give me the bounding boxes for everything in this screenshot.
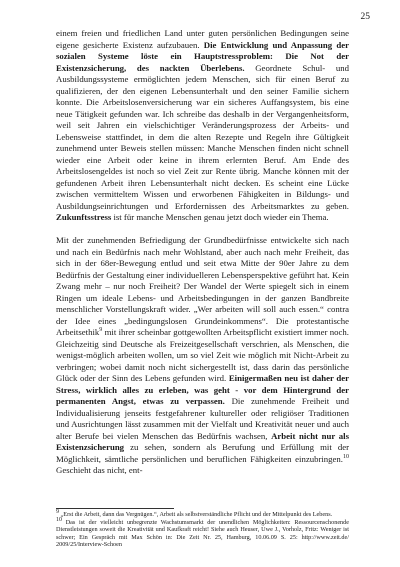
footnote-number: 10 [56,516,62,523]
bold-run: Die Entwicklung und Anpassung der sozialen Systeme löste ein Hauptstressproblem: Die Not der Existenzsicherung, des nackten Überlebens. [56,39,349,73]
paragraph-2 [56,235,349,477]
bold-run: Zukunftsstress [56,212,112,222]
text-run: einem freien und friedlichen Land unter guten persönlichen Bedingungen seine eigene gesicherte Existenz aufzubauen. [56,28,349,50]
footnote-ref-10[interactable]: 10 [343,453,349,460]
text-run: Geordnete Schul- und Ausbildungssysteme ermöglichten jedem Menschen, sich für einen Beruf zu qualifizieren, der den eigenen Lebensunterhalt und den seiner Familie sichern konnte. Die Arbeitslosenversicherung war ein sicheres Auffangsystem, bis eine neue Tätigkeit gefunden war. Ich schreibe das deshalb in der Vergangenheitsform, weil seit Jahren ein vielschichtiger Veränderungsprozess der Arbeits- und Lebensweise stattfindet, in dem die alten Rezepte und Regeln ihre Gültigkeit zunehmend unter Beweis stellen müssen: Manche Menschen finden nicht schnell wieder eine Arbeit oder keine in ihrem erlernten Beruf. Am Ende des Arbeitslosengeldes ist noch so viel Zeit zur Rente übrig. Manche können mit der gefundenen Arbeit ihren Lebensunterhalt nicht decken. Es scheint eine Lücke zwischen vermitteltem Wissen und erworbenen Fähigkeiten in Bildungs- und Ausbildungseinrichtungen und Erfordernissen des Arbeitsmarktes zu geben. [56,62,349,211]
footnote-9 [56,508,349,519]
text-run: Die zunehmende Freiheit und Individualisierung jenseits festgefahrener kultureller oder religiöser Traditionen und Ausrichtungen lässt zusammen mit der Vielfalt und Kreativität neuer und auch alter Berufe bei vielen Menschen das Bedürfnis wachsen, [56,396,349,441]
text-run: Geschieht das nicht, ent- [56,465,143,475]
bold-run: Arbeit nicht nur als Existenzsicherung [56,430,349,452]
text-run: mit ihrer scheinbar gottgewollten Arbeitspflicht existiert immer noch. Gleichzeitig sind Deutsche als Freizeitgesellschaft verschrien, als Menschen, die wenigst-möglich arbeiten wollen, um so viel Zeit wie möglich mit Nicht-Arbeit zu verbringen; wobei damit noch nicht sichergestellt ist, dass darin das persönliche Glück oder der Sinn des Lebens gefunden wird. [56,327,349,383]
footnotes [56,508,349,549]
page-number: 25 [360,12,370,22]
footnote-10 [56,516,349,549]
text-run: zu sehen, sondern als Berufung und Erfüllung mit der Möglichkeit, sämtliche persönlichen und beruflichen Fähigkeiten einzubringen. [56,442,349,464]
bold-run: Einigermaßen neu ist daher der Stress, wirklich alles zu erleben, was geht - vor dem Hintergrund der permanenten Angst, etwas zu verpassen. [56,373,349,406]
paragraph-1 [56,28,349,224]
footnote-number: 9 [56,508,59,515]
footnote-divider [56,508,174,509]
footnote-ref-9[interactable]: 9 [99,327,103,334]
text-run: ist für manche Menschen genau jetzt doch wieder ein Thema. [111,212,329,222]
footnote-text: „Erst die Arbeit, dann das Vergnügen.“, Arbeit als selbstverständliche Pflicht und der Mittelpunkt des Lebens. [59,511,333,518]
body-text [56,28,349,477]
text-run: Mit der zunehmenden Befriedigung der Grundbedürfnisse entwickelte sich nach und nach ein Bedürfnis nach mehr Wohlstand, aber auch nach mehr Freiheit, das sich in der 68er-Bewegung entlud und seit etwa Mitte der 90er Jahre zu dem Bedürfnis der Gestaltung einer individuelleren Lebensperspektive geführt hat. Kein Zwang mehr – nur noch Freiheit? Der Wandel der Werte spiegelt sich in einem Ringen um ideale Lebens- und Arbeitsbedingungen in der ganzen Bandbreite menschlicher Vorstellungskraft wider. „Wer arbeiten will soll auch essen.“ contra der Idee eines „bedingungslosen Grundeinkommens“. Die protestantische Arbeitsethik [56,235,349,337]
footnote-text: Das ist der vielleicht unbegrenzte Wachstumsmarkt der unendlichen Möglichkeiten: Ressourcenschonende Dienstleistungen soweit die Kreativität und Kaufkraft reicht! Siehe auch Heuser, Uwe J., Vorholz, Fritz: Weniger ist schwer; Ein Gespräch mit Max Schön in: Die Zeit Nr. 25, Hamburg, 10.06.09 S. 25: http://www.zeit.de/ 2009/25/Interview-Schoen [56,518,349,549]
